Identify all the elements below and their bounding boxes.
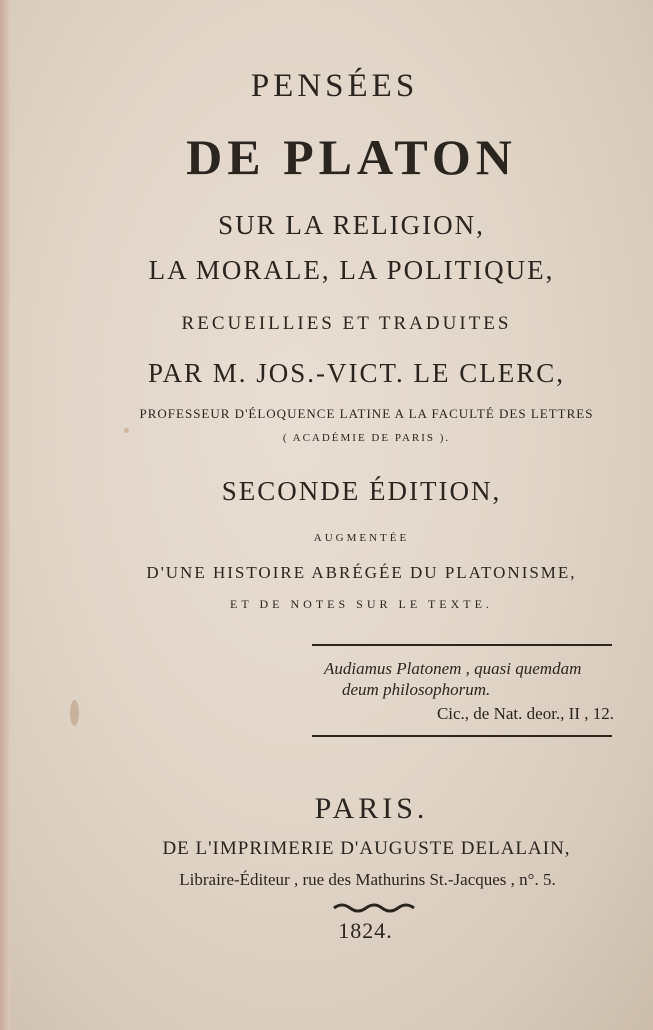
augmented-line: AUGMENTÉE — [313, 532, 410, 544]
ornament-divider-icon — [332, 902, 416, 914]
title-line-1: PENSÉES — [250, 68, 419, 104]
edition-line: SECONDE ÉDITION, — [221, 476, 502, 506]
epigraph-citation: Cic., de Nat. deor., II , 12. — [436, 704, 614, 723]
title-line-2: DE PLATON — [186, 129, 517, 185]
imprint-address: Libraire-Éditeur , rue des Mathurins St.-Jacques , n°. 5. — [179, 870, 556, 889]
subtitle-line-1: SUR LA RELIGION, — [218, 210, 485, 240]
author-line: PAR M. JOS.-VICT. LE CLERC, — [147, 358, 566, 388]
epigraph-line-2: deum philosophorum. — [342, 680, 491, 699]
epigraph-rule-top — [312, 644, 612, 646]
subtitle-line-2: LA MORALE, LA POLITIQUE, — [148, 255, 555, 285]
author-academy: ( ACADÉMIE DE PARIS ). — [282, 432, 451, 444]
author-title: PROFESSEUR D'ÉLOQUENCE LATINE A LA FACULTÉ DES LETTRES — [139, 406, 594, 421]
epigraph-line-1: Audiamus Platonem , quasi quemdam — [324, 659, 582, 678]
subtitle-line-3: RECUEILLIES ET TRADUITES — [181, 313, 512, 334]
notes-line: ET DE NOTES SUR LE TEXTE. — [230, 597, 493, 611]
history-line: D'UNE HISTOIRE ABRÉGÉE DU PLATONISME, — [146, 563, 577, 582]
epigraph-rule-bottom — [312, 735, 612, 737]
imprint-printer: DE L'IMPRIMERIE D'AUGUSTE DELALAIN, — [162, 838, 571, 859]
epigraph-quote — [318, 658, 618, 700]
imprint-city: PARIS. — [314, 792, 429, 825]
imprint-year: 1824. — [338, 918, 393, 943]
ink-stain — [70, 700, 79, 726]
